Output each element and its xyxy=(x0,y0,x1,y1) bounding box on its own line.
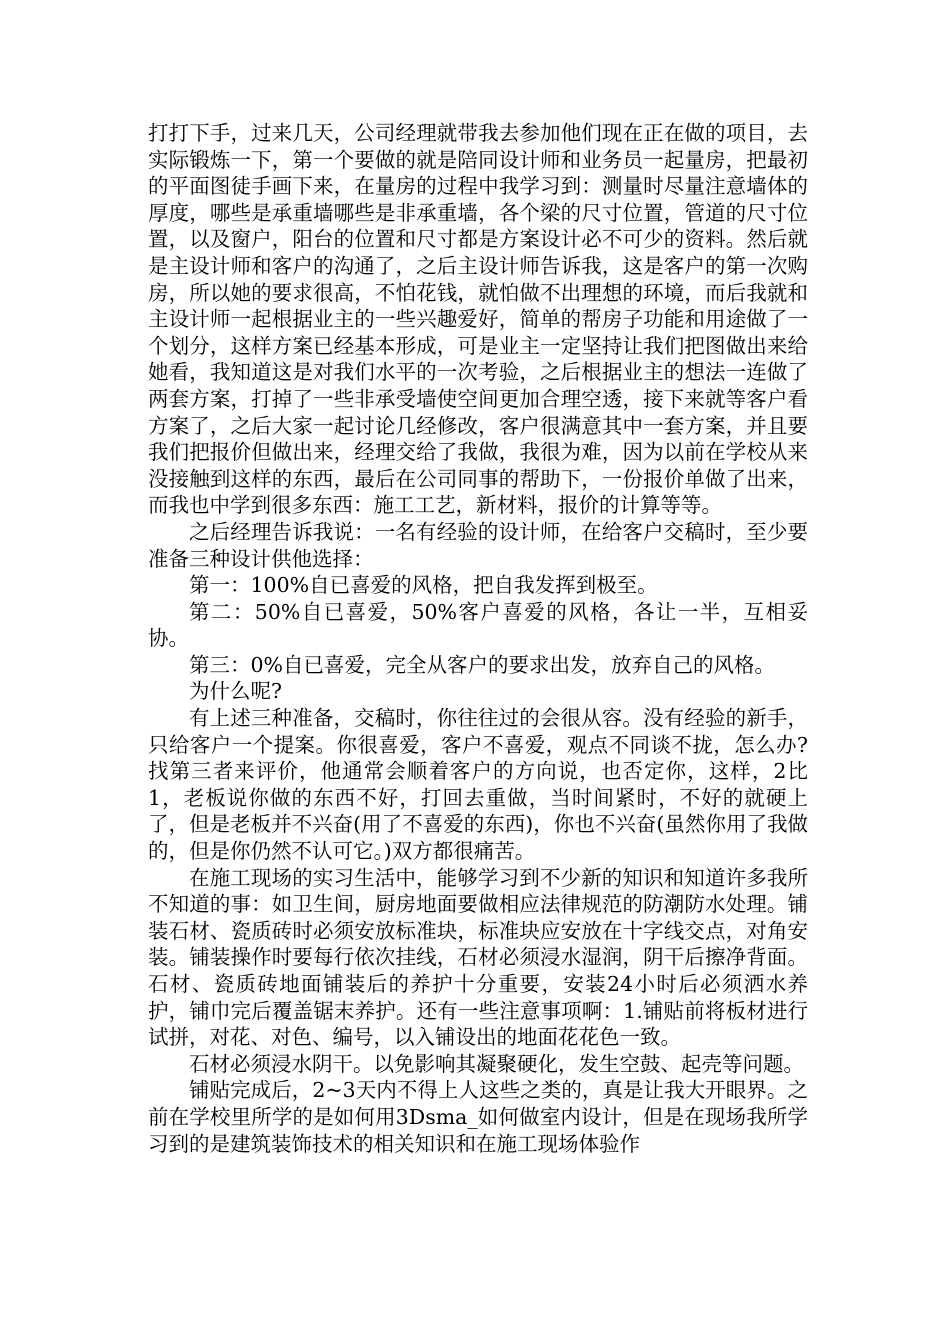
paragraph-option-three: 第三：0%自已喜爱，完全从客户的要求出发，放弃自己的风格。 xyxy=(189,652,776,677)
paragraph-construction-site: 在施工现场的实习生活中，能够学习到不少新的知识和知道许多我所不知道的事：如卫生间，厨房地面要做相应法律规范的防潮防水处理。铺装石材、瓷质砖时必须安放标准块，标准块应安放在十字线交点，对角安装。铺装操作时要每行依次挂线，石材必须浸水湿润，阴干后擦净背面。石材、瓷质砖地面铺装后的养护十分重要，安装24小时后必须洒水养护，铺巾完后覆盖锯末养护。还有一些注意事项啊：1.铺贴前将板材进行试拼，对花、对色、编号，以入铺设出的地面花花色一致。 xyxy=(148,865,808,1050)
paragraph-stone-soaking: 石材必须浸水阴干。以免影响其凝聚硬化，发生空鼓、起壳等问题。 xyxy=(189,1051,804,1076)
paragraph-three-preparations: 有上述三种准备，交稿时，你往往过的会很从容。没有经验的新手，只给客户一个提案。你很喜爱，客户不喜爱，观点不同谈不拢，怎么办?找第三者来评价，他通常会顺着客户的方向说，也否定你，这样，2比1，老板说你做的东西不好，打回去重做，当时间紧时，不好的就硬上了，但是老板并不兴奋(用了不喜爱的东西)，你也不兴奋(虽然你用了我做的，但是你仍然不认可它。)双方都很痛苦。 xyxy=(148,706,808,864)
paragraph-site-survey: 打打下手，过来几天，公司经理就带我去参加他们现在正在做的项目，去实际锻炼一下，第一个要做的就是陪同设计师和业务员一起量房，把最初的平面图徒手画下来，在量房的过程中我学习到：测量时尽量注意墙体的厚度，哪些是承重墙哪些是非承重墙，各个梁的尺寸位置，管道的尺寸位置，以及窗户，阳台的位置和尺寸都是方案设计必不可少的资料。然后就是主设计师和客户的沟通了，之后主设计师告诉我，这是客户的第一次购房，所以她的要求很高，不怕花钱，就怕做不出理想的环境，而后我就和主设计师一起根据业主的一些兴趣爱好，简单的帮房子功能和用途做了一个划分，这样方案已经基本形成，可是业主一定坚持让我们把图做出来给她看，我知道这是对我们水平的一次考验，之后根据业主的想法一连做了两套方案，打掉了一些非承受墙使空间更加合理空透，接下来就等客户看方案了，之后大家一起讨论几经修改，客户很满意其中一套方案，并且要我们把报价但做出来，经理交给了我做，我很为难，因为以前在学校从来没接触到这样的东西，最后在公司同事的帮助下，一份报价单做了出来，而我也中学到很多东西：施工工艺，新材料，报价的计算等等。 xyxy=(148,121,808,518)
paragraph-manager-advice: 之后经理告诉我说：一名有经验的设计师，在给客户交稿时，至少要准备三种设计供他选择： xyxy=(148,519,808,571)
document-body xyxy=(148,120,808,1157)
paragraph-why: 为什么呢? xyxy=(189,679,282,704)
paragraph-option-one: 第一：100%自已喜爱的风格，把自我发挥到极至。 xyxy=(189,573,658,598)
paragraph-option-two: 第二：50%自已喜爱，50%客户喜爱的风格，各让一半，互相妥协。 xyxy=(148,599,808,651)
paragraph-after-paving: 铺贴完成后，2~3天内不得上人这些之类的，真是让我大开眼界。之前在学校里所学的是如何用3Dsma_如何做室内设计，但是在现场我所学习到的是建筑装饰技术的相关知识和在施工现场体验作 xyxy=(148,1078,808,1156)
